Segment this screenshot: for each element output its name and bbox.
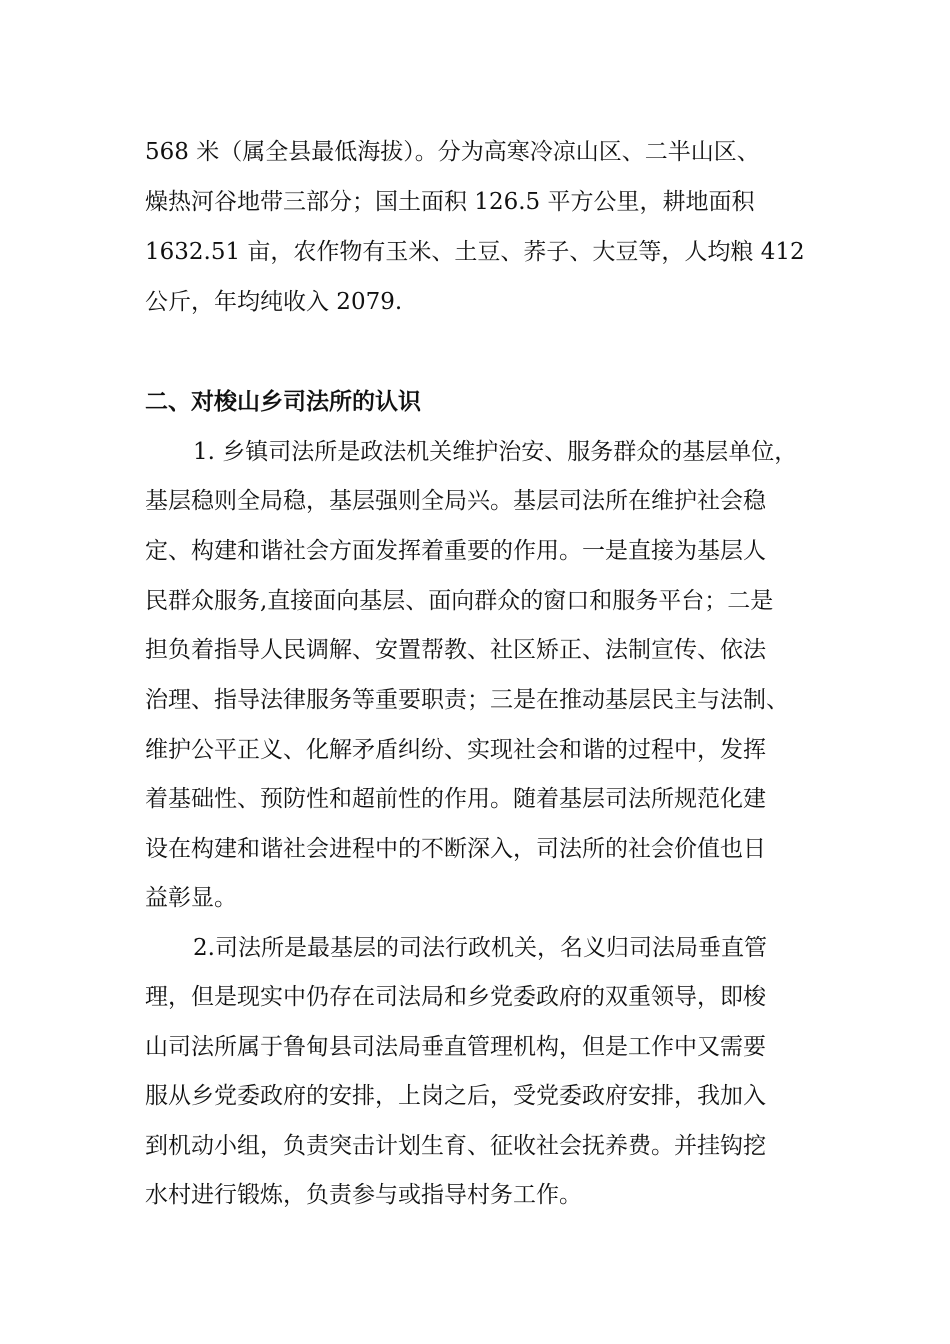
paragraph1-line-3: 定、构建和谐社会方面发挥着重要的作用。一是直接为基层人: [145, 538, 766, 564]
paragraph1-line-7: 维护公平正义、化解矛盾纠纷、实现社会和谐的过程中，发挥: [145, 737, 766, 763]
paragraph1-line-8: 着基础性、预防性和超前性的作用。随着基层司法所规范化建: [145, 786, 766, 812]
paragraph2-line-4: 服从乡党委政府的安排，上岗之后，受党委政府安排，我加入: [145, 1083, 766, 1109]
section-heading: 二、对梭山乡司法所的认识: [145, 388, 421, 415]
paragraph1-line-5: 担负着指导人民调解、安置帮教、社区矫正、法制宣传、依法: [145, 637, 766, 663]
paragraph2-line-6: 水村进行锻炼，负责参与或指导村务工作。: [145, 1182, 582, 1208]
paragraph1-line-2: 基层稳则全局稳，基层强则全局兴。基层司法所在维护社会稳: [145, 488, 766, 514]
paragraph2-line-2: 理，但是现实中仍存在司法局和乡党委政府的双重领导，即梭: [145, 984, 766, 1010]
paragraph2-line-1: 2.司法所是最基层的司法行政机关，名义归司法局垂直管: [193, 935, 767, 961]
paragraph2-line-3: 山司法所属于鲁甸县司法局垂直管理机构，但是工作中又需要: [145, 1034, 766, 1060]
intro-line-3: 1632.51 亩，农作物有玉米、土豆、荞子、大豆等，人均粮 412: [145, 239, 805, 265]
paragraph1-line-10: 益彰显。: [145, 885, 237, 911]
intro-line-2: 燥热河谷地带三部分；国土面积 126.5 平方公里，耕地面积: [145, 189, 755, 215]
paragraph1-line-1: 1. 乡镇司法所是政法机关维护治安、服务群众的基层单位，: [193, 439, 798, 465]
paragraph1-line-9: 设在构建和谐社会进程中的不断深入，司法所的社会价值也日: [145, 836, 766, 862]
intro-line-1: 568 米（属全县最低海拔）。分为高寒冷凉山区、二半山区、: [145, 139, 760, 165]
paragraph1-line-6: 治理、指导法律服务等重要职责；三是在推动基层民主与法制、: [145, 687, 789, 713]
paragraph1-line-4: 民群众服务,直接面向基层、面向群众的窗口和服务平台；二是: [145, 588, 774, 614]
paragraph2-line-5: 到机动小组，负责突击计划生育、征收社会抚养费。并挂钩挖: [145, 1133, 766, 1159]
intro-line-4: 公斤，年均纯收入 2079.: [145, 289, 403, 315]
